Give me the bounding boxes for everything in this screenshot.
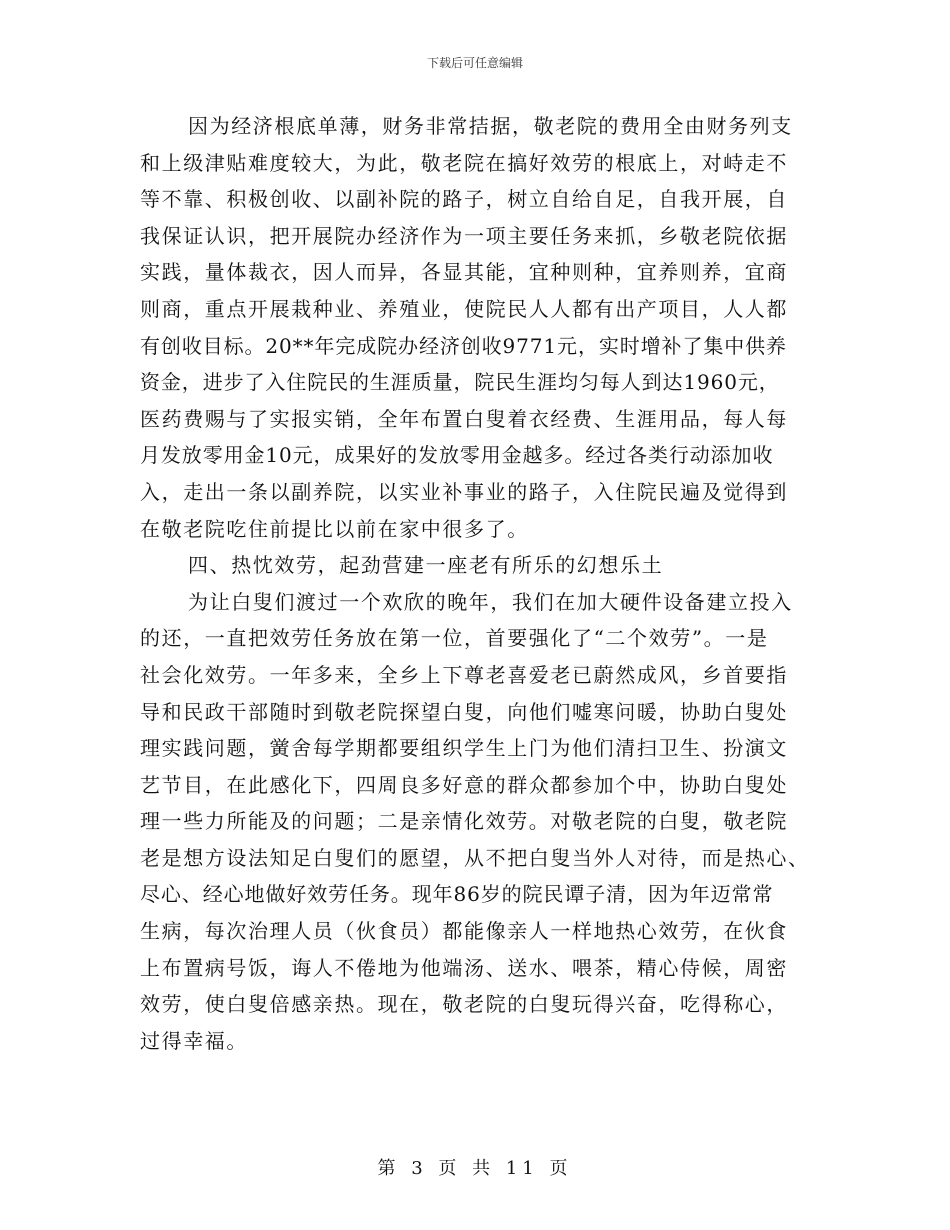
paragraph-line: 等不靠、积极创收、以副补院的路子，树立自给自足，自我开展，自 bbox=[140, 187, 788, 212]
paragraph-line: 理实践问题，黉舍每学期都要组织学生上门为他们清扫卫生、扮演文 bbox=[140, 736, 788, 761]
page-header: 下载后可任意编辑 bbox=[426, 56, 523, 70]
paragraph-line: 有创收目标。20**年完成院办经济创收9771元，实时增补了集中供养 bbox=[140, 333, 787, 358]
paragraph-line: 入，走出一条以副养院，以实业补事业的路子，入住院民遍及觉得到 bbox=[140, 479, 788, 504]
paragraph-line: 过得幸福。 bbox=[140, 1028, 248, 1053]
paragraph-line: 生病，每次治理人员（伙食员）都能像亲人一样地热心效劳，在伙食 bbox=[140, 919, 788, 944]
paragraph-line: 则商，重点开展栽种业、养殖业，使院民人人都有出产项目，人人都 bbox=[140, 296, 788, 321]
page-number: 第 3 页 共 11 页 bbox=[377, 1158, 573, 1179]
paragraph-line: 医药费赐与了实报实销，全年布置白叟着衣经费、生涯用品，每人每 bbox=[140, 406, 788, 431]
paragraph-line: 社会化效劳。一年多来，全乡上下尊老喜爱老已蔚然成风，乡首要指 bbox=[140, 662, 788, 687]
paragraph-line: 在敬老院吃住前提比以前在家中很多了。 bbox=[140, 516, 529, 541]
paragraph-line: 尽心、经心地做好效劳任务。现年86岁的院民谭子清，因为年迈常常 bbox=[140, 882, 774, 907]
paragraph-line: 的还，一直把效劳任务放在第一位，首要强化了“二个效劳”。一是 bbox=[140, 626, 769, 651]
document-body bbox=[140, 108, 810, 1059]
paragraph-line: 因为经济根底单薄，财务非常拮据，敬老院的费用全由财务列支 bbox=[188, 114, 793, 138]
paragraph-line: 实践，量体裁衣，因人而异，各显其能，宜种则种，宜养则养，宜商 bbox=[140, 260, 788, 285]
paragraph-line: 效劳，使白叟倍感亲热。现在，敬老院的白叟玩得兴奋，吃得称心， bbox=[140, 992, 788, 1017]
section-heading: 四、热忱效劳，起劲营建一座老有所乐的幻想乐土 bbox=[188, 553, 664, 578]
paragraph-line: 为让白叟们渡过一个欢欣的晚年，我们在加大硬件设备建立投入 bbox=[188, 589, 793, 614]
paragraph-line: 资金，进步了入住院民的生涯质量，院民生涯均匀每人到达1960元， bbox=[140, 370, 780, 395]
paragraph-line: 理一些力所能及的问题；二是亲情化效劳。对敬老院的白叟，敬老院 bbox=[140, 809, 788, 834]
paragraph-line: 月发放零用金10元，成果好的发放零用金越多。经过各类行动添加收 bbox=[140, 443, 774, 468]
paragraph-line: 上布置病号饭，诲人不倦地为他端汤、送水、喂茶，精心侍候，周密 bbox=[140, 955, 788, 980]
paragraph-line: 我保证认识，把开展院办经济作为一项主要任务来抓，乡敬老院依据 bbox=[140, 223, 788, 248]
paragraph-line: 导和民政干部随时到敬老院探望白叟，向他们嘘寒问暖，协助白叟处 bbox=[140, 699, 788, 724]
paragraph-line: 艺节目，在此感化下，四周良多好意的群众都参加个中，协助白叟处 bbox=[140, 772, 788, 797]
paragraph-line: 和上级津贴难度较大，为此，敬老院在搞好效劳的根底上，对峙走不 bbox=[140, 150, 788, 175]
paragraph-line: 老是想方设法知足白叟们的愿望，从不把白叟当外人对待，而是热心、 bbox=[140, 845, 810, 870]
